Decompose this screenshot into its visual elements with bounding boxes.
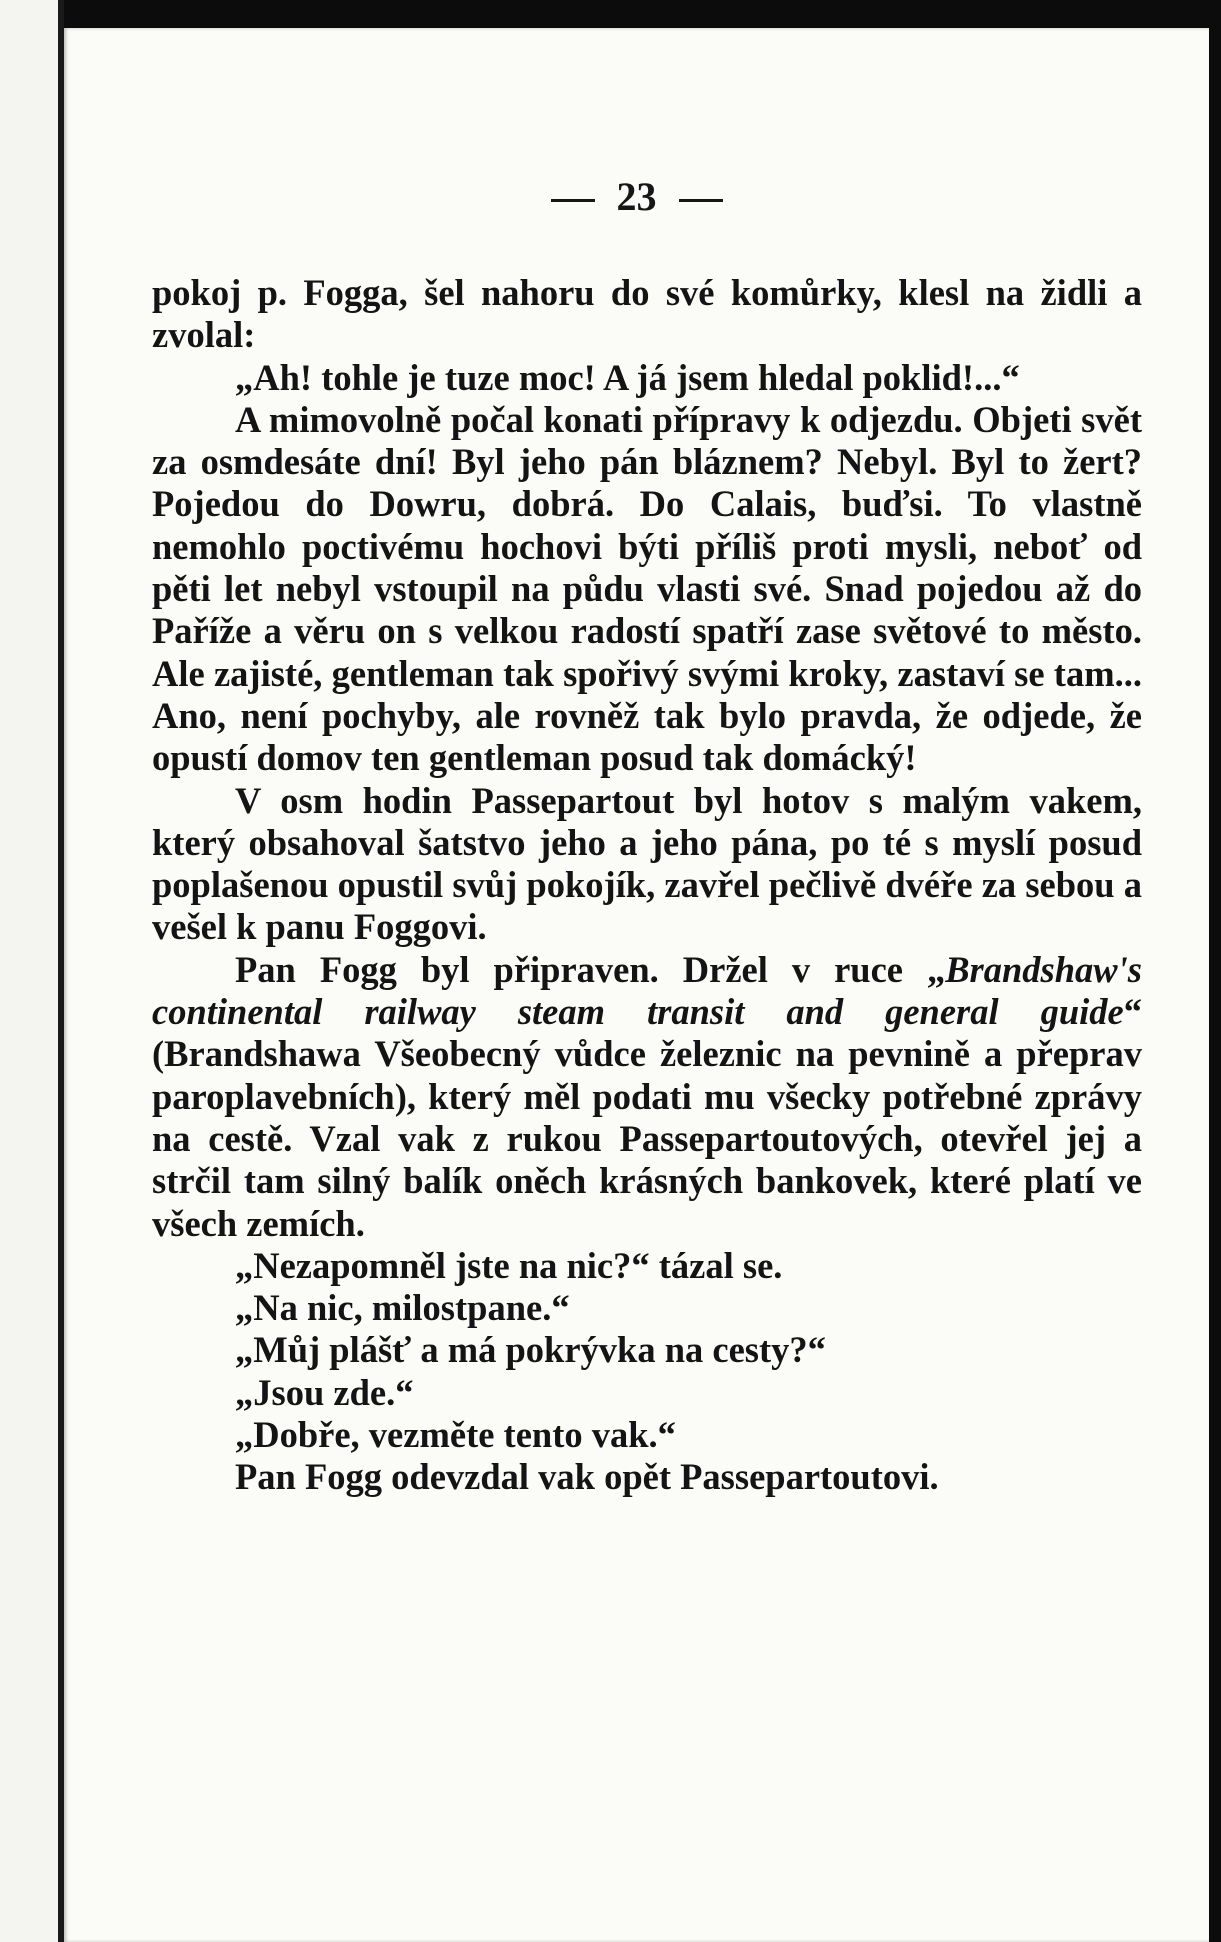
dialogue-line-5: „Dobře, vezměte tento vak.“	[235, 1414, 676, 1456]
page-number-dash-right	[679, 199, 723, 202]
paragraph-5-rest: “ (Brandshawa Všeobecný vůdce železnic na pevnině a přeprav paroplavebních), který měl podati mu všecky potřebné zprávy na cestě. Vzal vak z rukou Passepartoutových, otevřel jej a strčil tam silný balík oněch krásných bankovek, které platí ve všech zemích.	[152, 991, 1142, 1244]
paragraph-1: pokoj p. Fogga, šel nahoru do své komůrky, klesl na židli a zvolal:	[152, 272, 1142, 356]
book-page	[64, 28, 1209, 1942]
page-number	[64, 173, 1209, 220]
dialogue-line-2: „Na nic, milostpane.“	[235, 1287, 570, 1329]
page-number-value: 23	[616, 174, 657, 219]
body-text	[152, 272, 1142, 1499]
page-number-dash-left	[551, 199, 595, 202]
paragraph-2: „Ah! tohle je tuze moc! A já jsem hledal poklid!...“	[235, 356, 1020, 398]
paragraph-5-lead: Pan Fogg byl připraven. Držel v ruce „	[235, 948, 946, 990]
dialogue-line-4: „Jsou zde.“	[235, 1371, 414, 1413]
paragraph-4: V osm hodin Passepartout byl hotov s malým vakem, který obsahoval šatstvo jeho a jeho pána, po té s myslí posud poplašenou opustil svůj pokojík, zavřel pečlivě dvéře za sebou a vešel k panu Foggovi.	[152, 779, 1142, 948]
dialogue-line-3: „Můj plášť a má pokrývka na cesty?“	[235, 1329, 826, 1371]
closing-line: Pan Fogg odevzdal vak opět Passepartoutovi.	[235, 1456, 939, 1498]
guide-title-italic: Brandshaw's continental railway steam transit and general guide	[152, 948, 1142, 1033]
adjacent-page-edge	[0, 0, 62, 1942]
paragraph-3: A mimovolně počal konati přípravy k odjezdu. Objeti svět za osmdesáte dní! Byl jeho pán bláznem? Nebyl. Byl to žert? Pojedou do Dowru, dobrá. Do Calais, buďsi. To vlastně nemohlo poctivému hochovi býti příliš proti mysli, neboť od pěti let nebyl vstoupil na půdu vlasti své. Snad pojedou až do Paříže a věru on s velkou radostí spatří zase světové to město. Ale zajisté, gentleman tak spořivý svými kroky, zastaví se tam... Ano, není pochyby, ale rovněž tak bylo pravda, že odjede, že opustí domov ten gentleman posud tak domácký!	[152, 398, 1142, 779]
paragraph-5	[152, 949, 1142, 1245]
dialogue-line-1: „Nezapomněl jste na nic?“ tázal se.	[235, 1244, 783, 1286]
